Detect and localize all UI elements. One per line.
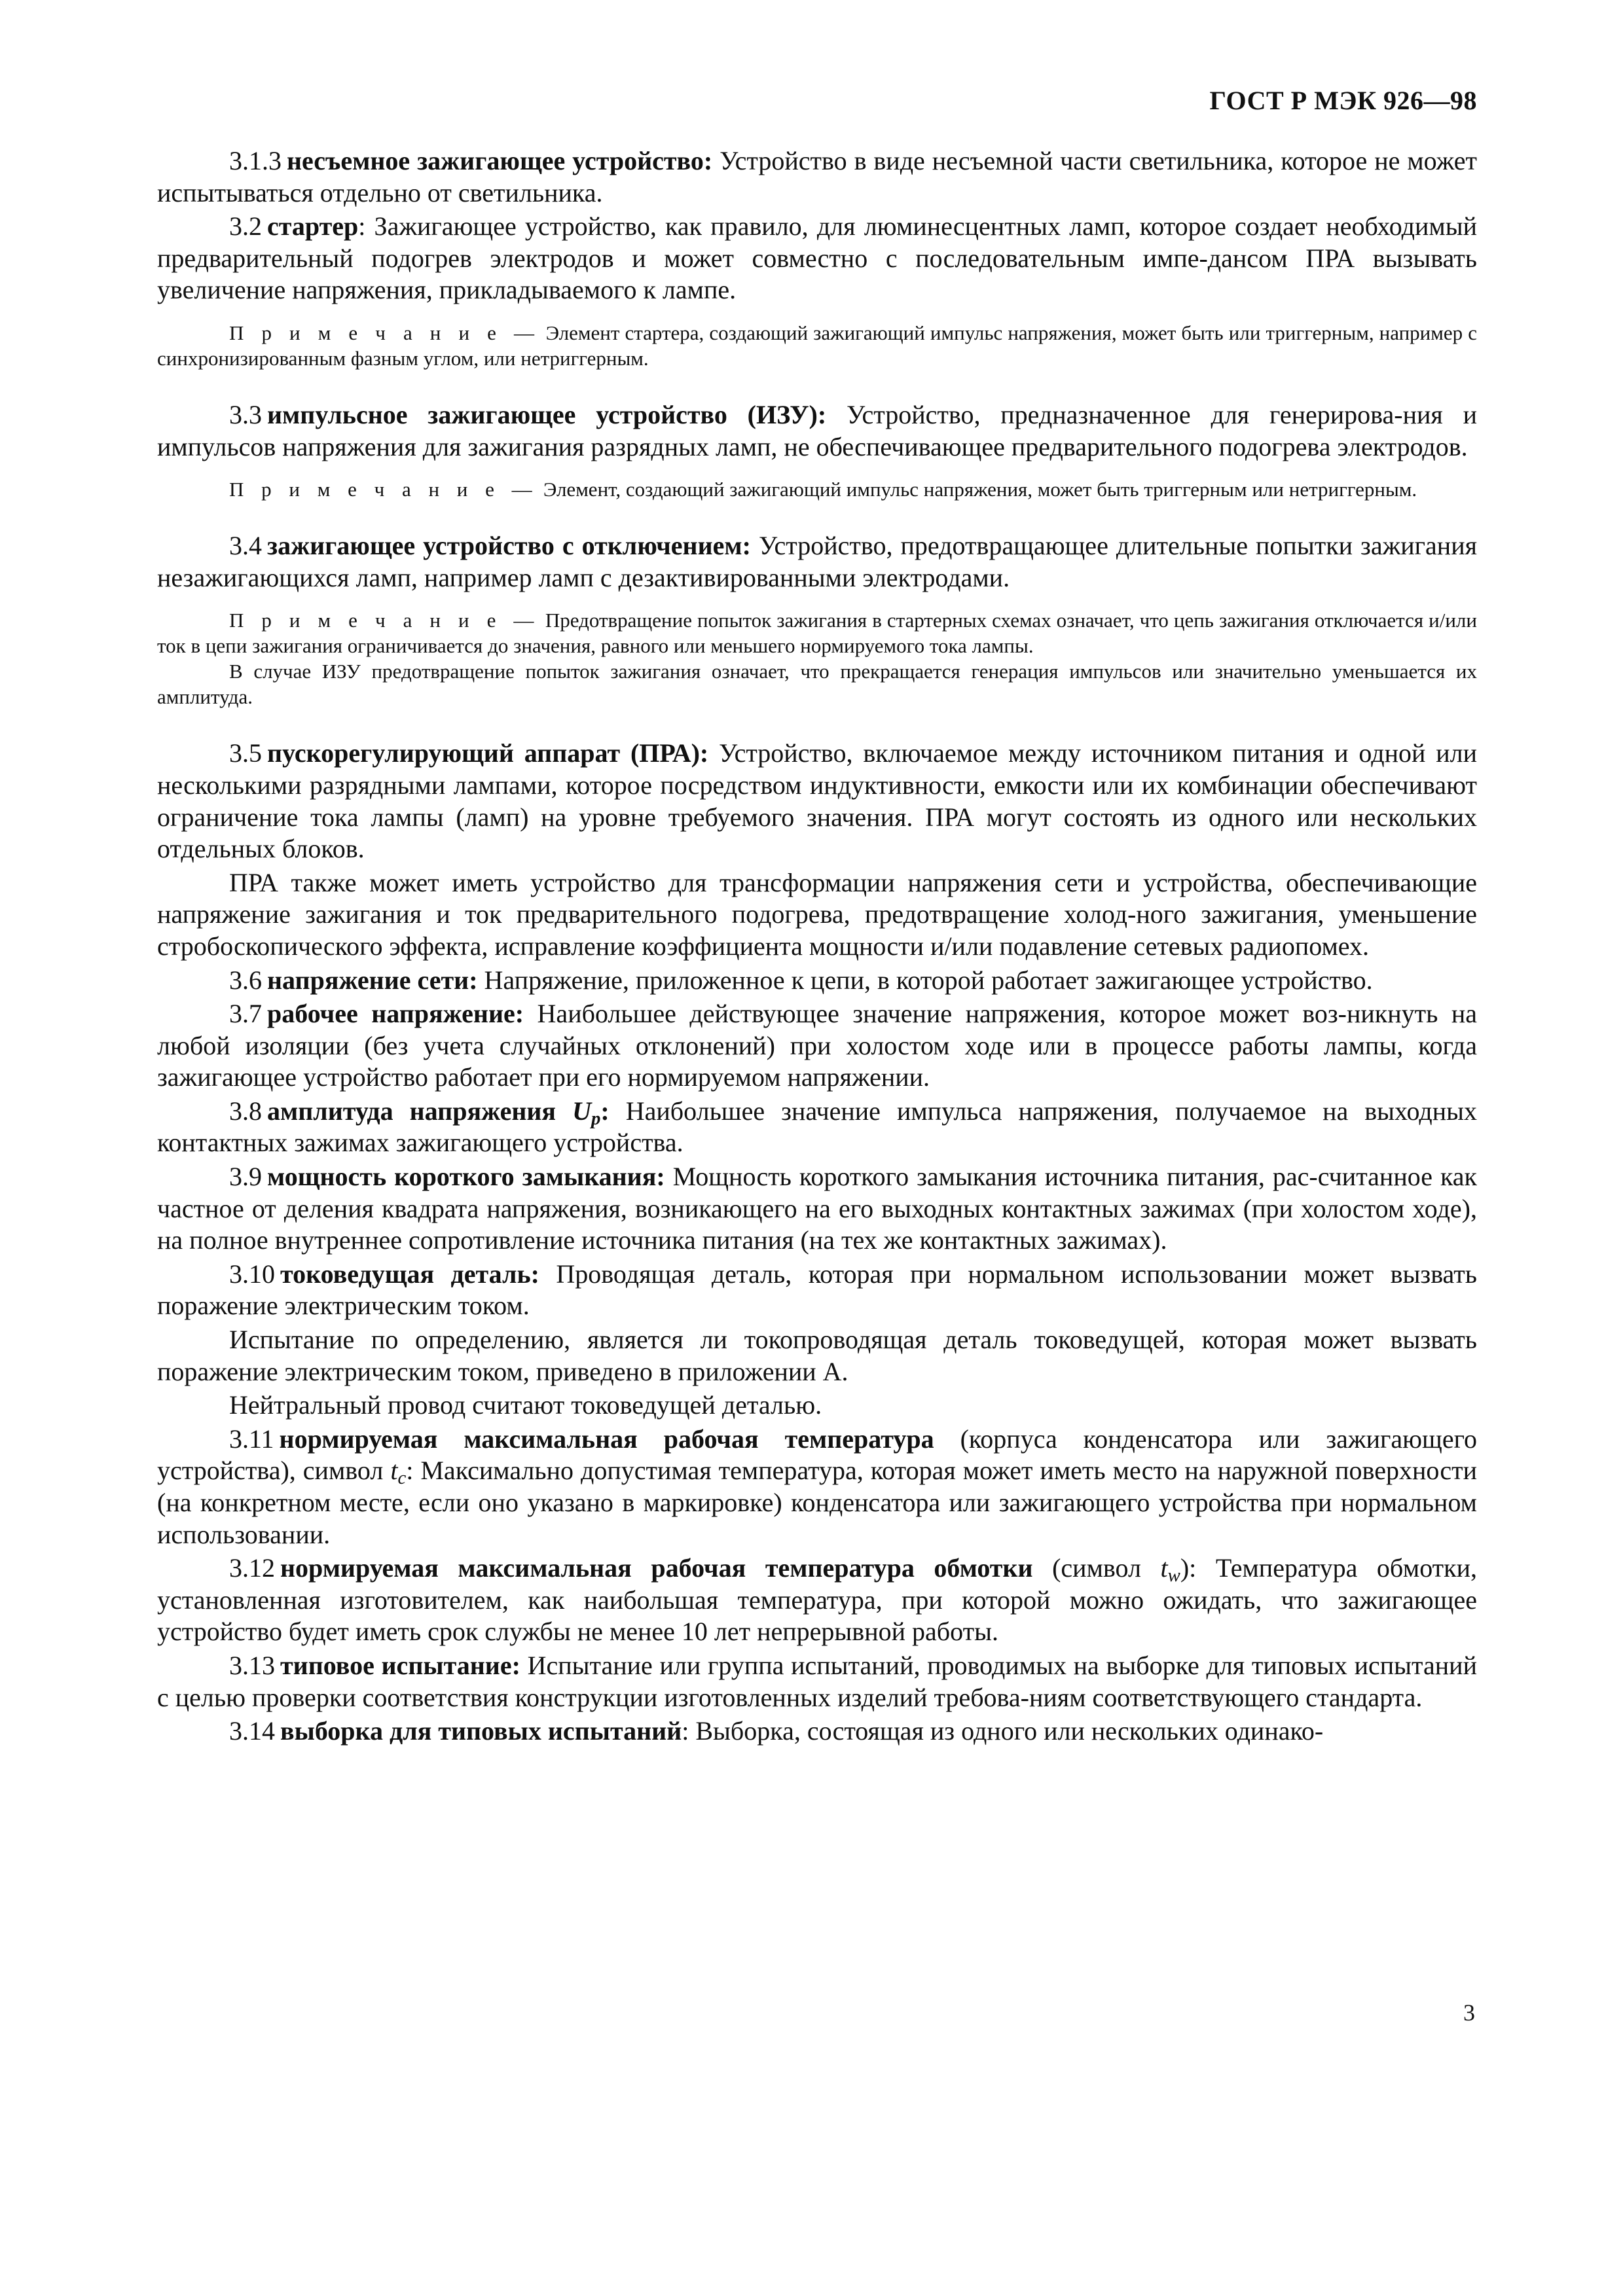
symbol: U [572, 1096, 591, 1126]
note-text-continued: В случае ИЗУ предотвращение попыток зажигания означает, что прекращается генерация импульсов или значительно уменьшается их амплитуда. [157, 660, 1477, 709]
definition: Устройство, включаемое между источником питания и одной или несколькими разрядными лампами, которое посредством индуктивности, емкости или их комбинации обеспечивают ограничение тока лампы (ламп) на уровне требуемого значения. ПРА могут состоять из одного или нескольких отдельных блоков. [157, 738, 1477, 864]
term: несъемное зажигающее устройство: [287, 146, 713, 175]
term: импульсное зажигающее устройство (ИЗУ): [267, 399, 827, 429]
section-number: 3.3 [229, 399, 262, 429]
section-number: 3.14 [229, 1716, 275, 1746]
definition: Устройство, предназначенное для генерирова-ния и импульсов напряжения для зажигания разрядных ламп, не обеспечивающее предварительного подогрева электродов. [157, 399, 1477, 461]
section-number: 3.8 [229, 1096, 262, 1126]
definition: Испытание или группа испытаний, проводимых на выборке для типовых испытаний с целью проверки соответствия конструкции изготовленных изделий требова-ниям соответствующего стандарта. [157, 1650, 1477, 1712]
term: пускорегулирующий аппарат (ПРА): [267, 738, 709, 768]
definition: Наибольшее значение импульса напряжения, получаемое на выходных контактных зажимах зажигающего устройства. [157, 1096, 1478, 1158]
section-number: 3.6 [229, 965, 262, 995]
document-body [157, 145, 1477, 1749]
section-3-14 [157, 1715, 1477, 1748]
section-number: 3.11 [229, 1424, 274, 1454]
section-number: 3.12 [229, 1553, 275, 1583]
symbol-subscript: c [397, 1467, 407, 1489]
section-number: 3.13 [229, 1650, 275, 1680]
definition: Устройство в виде несъемной части светильника, которое не может испытываться отдельно от светильника. [157, 146, 1478, 207]
note-3-2 [157, 320, 1477, 371]
symbol: t [390, 1456, 398, 1486]
section-3-6 [157, 965, 1477, 997]
definition: ): Температура обмотки, установленная изготовителем, как наибольшая температура, при которой можно ожидать, что зажигающее устройство будет иметь срок службы не менее 10 лет непрерывной работы. [157, 1553, 1477, 1647]
section-3-13 [157, 1650, 1477, 1713]
section-3-5-paragraph: ПРА также может иметь устройство для трансформации напряжения сети и устройства, обеспечивающие напряжение зажигания и ток предварительного подогрева, предотвращение холод-ного зажигания, уменьшение стробоскопического эффекта, исправление коэффициента мощности и/или подавление сетевых радиопомех. [157, 867, 1477, 961]
section-number: 3.4 [229, 531, 262, 561]
term: нормируемая максимальная рабочая температура [279, 1424, 934, 1454]
note-label: П р и м е ч а н и е — [229, 321, 541, 344]
term: рабочее напряжение: [267, 999, 524, 1029]
section-3-12 [157, 1552, 1477, 1648]
definition-prefix: (символ [1032, 1553, 1161, 1583]
section-3-8 [157, 1096, 1477, 1159]
section-3-5 [157, 738, 1477, 865]
term-colon: : [600, 1096, 610, 1126]
term: зажигающее устройство с отключением: [267, 531, 751, 561]
definition-prefix: (корпуса конденсатора или зажигающего устройства), символ [157, 1424, 1477, 1486]
section-3-10-paragraph: Испытание по определению, является ли токопроводящая деталь токоведущей, которая может вызвать поражение электрическим током, приведено в приложении А. [157, 1325, 1477, 1386]
note-label: П р и м е ч а н и е — [229, 478, 539, 501]
definition: : Выборка, состоящая из одного или нескольких одинако- [682, 1716, 1324, 1746]
section-3-4 [157, 530, 1477, 594]
section-number: 3.7 [229, 999, 262, 1029]
note-3-4 [157, 607, 1477, 709]
definition: Мощность короткого замыкания источника питания, рас-считанное как частное от деления квадрата напряжения, возникающего на его выходных контактных зажимах (при холостом ходе), на полное внутреннее сопротивление источника питания (на тех же контактных зажимах). [157, 1162, 1477, 1255]
term: нормируемая максимальная рабочая температура обмотки [280, 1553, 1033, 1583]
section-3-10 [157, 1259, 1477, 1322]
section-3-2 [157, 211, 1477, 306]
term: типовое испытание: [280, 1650, 520, 1680]
document-header: ГОСТ Р МЭК 926—98 [1209, 86, 1477, 115]
note-text: Элемент стартера, создающий зажигающий импульс напряжения, может быть или триггерным, например с синхронизированным фазным углом, или нетриггерным. [157, 321, 1477, 370]
term: стартер [267, 211, 359, 242]
note-label: П р и м е ч а н и е — [229, 609, 540, 632]
page-number: 3 [1463, 2000, 1475, 2026]
term: напряжение сети: [267, 965, 478, 995]
symbol-subscript: p [591, 1108, 601, 1130]
symbol-subscript: w [1167, 1565, 1180, 1587]
section-number: 3.5 [229, 738, 262, 768]
section-3-11 [157, 1424, 1477, 1551]
section-3-7 [157, 998, 1477, 1094]
section-number: 3.10 [229, 1259, 275, 1289]
section-number: 3.1.3 [229, 146, 282, 175]
term: мощность короткого замыкания: [267, 1162, 665, 1192]
definition: Устройство, предотвращающее длительные попытки зажигания незажигающихся ламп, например ламп с дезактивированными электродами. [157, 531, 1478, 592]
section-3-10-paragraph-2: Нейтральный провод считают токоведущей деталью. [229, 1390, 822, 1420]
term: амплитуда напряжения [267, 1096, 556, 1126]
section-3-1-3 [157, 145, 1477, 209]
section-number: 3.2 [229, 211, 262, 242]
note-text: Предотвращение попыток зажигания в стартерных схемах означает, что цепь зажигания отключается и/или ток в цепи зажигания ограничивается до значения, равного или меньшего нормируемого тока лампы. [157, 609, 1477, 658]
section-number: 3.9 [229, 1162, 262, 1192]
section-3-9 [157, 1161, 1477, 1257]
definition: Наибольшее действующее значение напряжения, которое может воз-никнуть на любой изоляции (без учета случайных отклонений) при холостом ходе или в процессе работы лампы, когда зажигающее устройство работает при его нормируемом напряжении. [157, 999, 1477, 1092]
term: выборка для типовых испытаний [280, 1716, 682, 1746]
note-text: Элемент, создающий зажигающий импульс напряжения, может быть триггерным или нетриггерным. [538, 478, 1417, 501]
definition: Напряжение, приложенное к цепи, в которой работает зажигающее устройство. [477, 965, 1373, 995]
section-3-3 [157, 399, 1477, 463]
definition: : Зажигающее устройство, как правило, для люминесцентных ламп, которое создает необходимый предварительный подогрев электродов и может совместно с последовательным импе-дансом ПРА вызывать увеличение напряжения, прикладываемого к лампе. [157, 211, 1477, 305]
note-3-3 [157, 476, 1477, 502]
definition: Проводящая деталь, которая при нормальном использовании может вызвать поражение электрическим током. [157, 1259, 1477, 1321]
definition: : Максимально допустимая температура, которая может иметь место на наружной поверхности (на конкретном месте, если оно указано в маркировке) конденсатора или зажигающего устройства при нормальном использовании. [157, 1456, 1477, 1549]
term: токоведущая деталь: [280, 1259, 539, 1289]
symbol: t [1160, 1553, 1168, 1583]
